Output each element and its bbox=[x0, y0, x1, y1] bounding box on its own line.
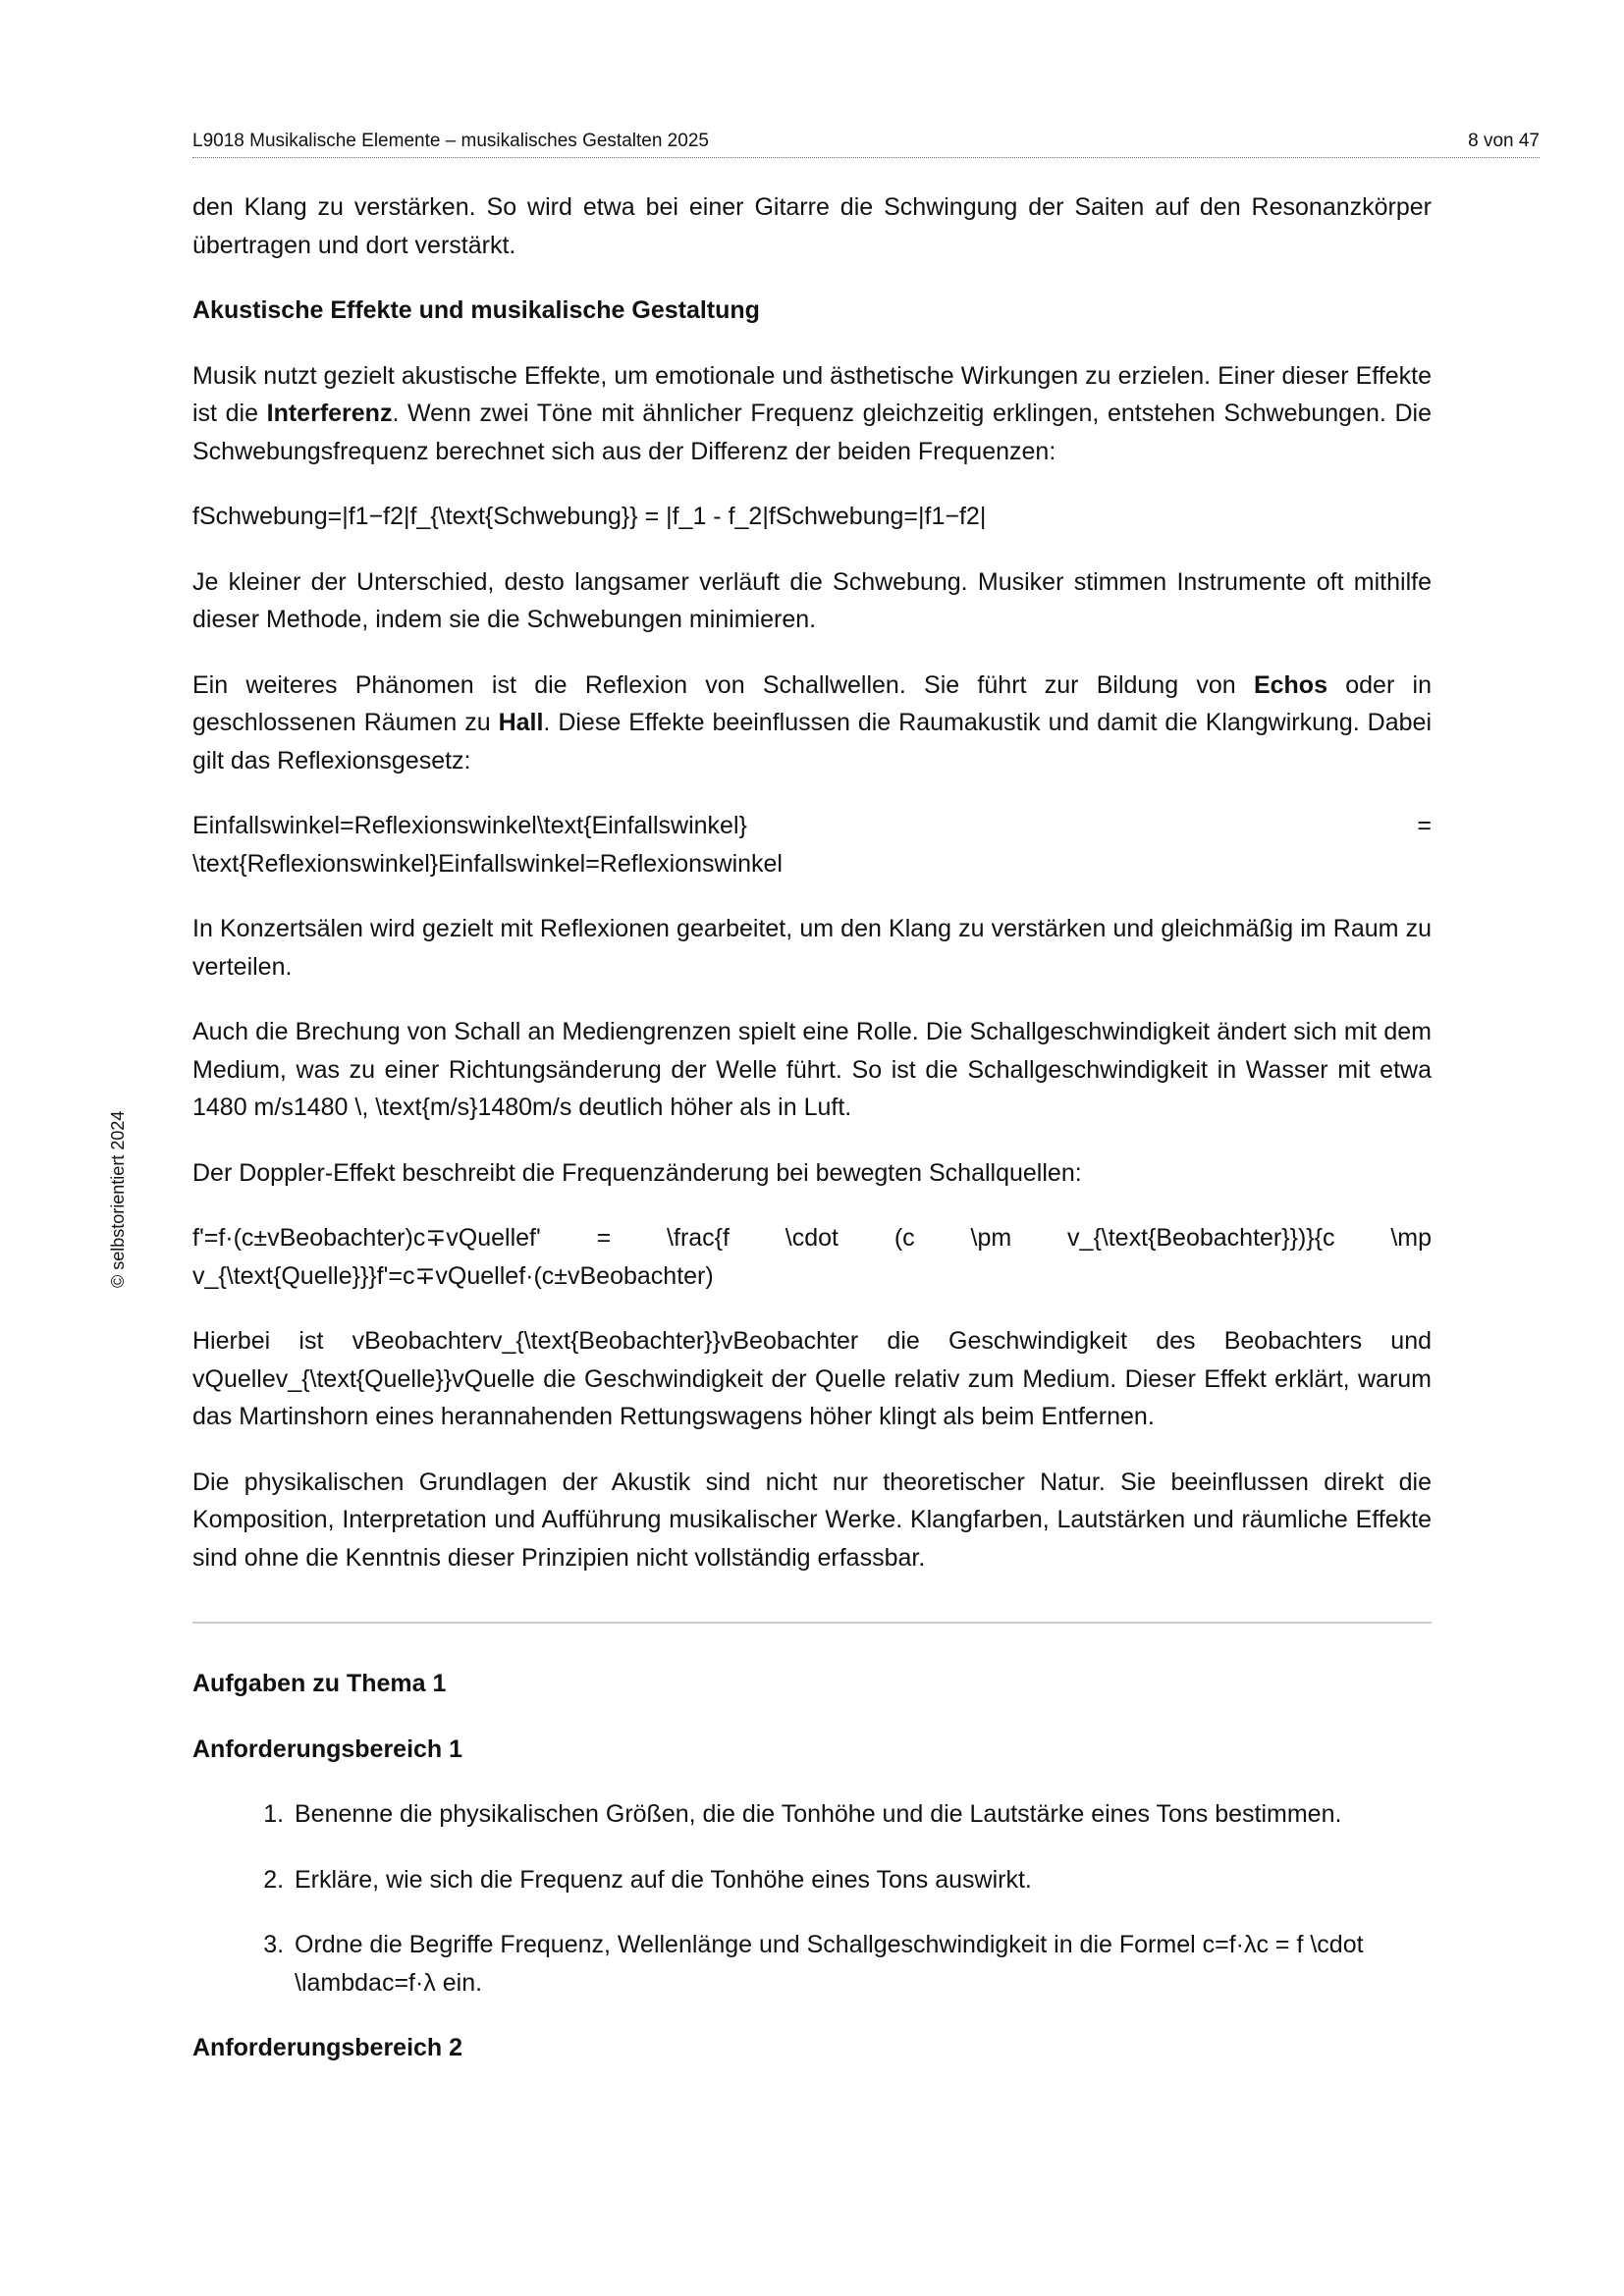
task-item: 3. Ordne die Begriffe Frequenz, Wellenlänge und Schallgeschwindigkeit in die Formel c=f·λc = f \cdot \lambdac=f·λ ein. bbox=[291, 1926, 1432, 2002]
document-body bbox=[192, 188, 1432, 2095]
section-heading: Akustische Effekte und musikalische Gestaltung bbox=[192, 296, 760, 324]
task-list bbox=[192, 1795, 1432, 2002]
bold-term: Hall bbox=[498, 709, 544, 736]
task-item: 2. Erkläre, wie sich die Frequenz auf die Tonhöhe eines Tons auswirkt. bbox=[291, 1861, 1432, 1899]
formula-line: Einfallswinkel=Reflexionswinkel\text{Einfallswinkel} bbox=[192, 812, 747, 839]
copyright-sidebar: © selbstorientiert 2024 bbox=[108, 1110, 128, 1288]
text: oder in geschlossenen Räumen zu bbox=[192, 670, 1433, 736]
formula-line: = bbox=[1417, 812, 1432, 839]
text: . Diese Effekte beeinflussen die Raumakustik und damit die Klangwirkung. Dabei gilt das Reflexionsgesetz: bbox=[192, 709, 1433, 774]
formula-beat-frequency: fSchwebung=|f1−f2|f_{\text{Schwebung}} = |f_1 - f_2|fSchwebung=|f1−f2| bbox=[192, 503, 987, 530]
section-heading: Aufgaben zu Thema 1 bbox=[192, 1670, 447, 1697]
text: Musik nutzt gezielt akustische Effekte, um emotionale und ästhetische Wirkungen zu erzielen. Einer dieser Effekte ist die bbox=[192, 361, 1432, 427]
formula-line: \text{Reflexionswinkel}Einfallswinkel=Reflexionswinkel bbox=[192, 849, 783, 878]
page-number: 8 von 47 bbox=[1468, 131, 1540, 151]
subsection-heading: Anforderungsbereich 2 bbox=[192, 2034, 463, 2061]
formula-reflection-law bbox=[192, 807, 1432, 882]
divider bbox=[192, 1622, 1432, 1624]
bold-term: Interferenz bbox=[266, 400, 393, 427]
paragraph bbox=[192, 357, 1432, 471]
page-header bbox=[192, 128, 1540, 158]
bold-term: Echos bbox=[1253, 670, 1327, 699]
text: Ein weiteres Phänomen ist die Reflexion von Schallwellen. Sie führt zur Bildung von bbox=[192, 670, 1254, 699]
paragraph: Der Doppler-Effekt beschreibt die Frequenzänderung bei bewegten Schallquellen: bbox=[192, 1158, 1082, 1187]
paragraph: den Klang zu verstärken. So wird etwa bei einer Gitarre die Schwingung der Saiten auf den Resonanzkörper übertragen und dort verstärkt. bbox=[192, 193, 1432, 259]
task-item: 1. Benenne die physikalischen Größen, die die Tonhöhe und die Lautstärke eines Tons bestimmen. bbox=[291, 1795, 1432, 1834]
paragraph: In Konzertsälen wird gezielt mit Reflexionen gearbeitet, um den Klang zu verstärken und gleichmäßig im Raum zu verteilen. bbox=[192, 915, 1432, 981]
paragraph: Die physikalischen Grundlagen der Akustik sind nicht nur theoretischer Natur. Sie beeinflussen direkt die Komposition, Interpretation und Aufführung musikalischer Werke. Klangfarben, Lautstärken und räumliche Effekte sind ohne die Kenntnis dieser Prinzipien nicht vollständig erfassbar. bbox=[192, 1468, 1432, 1572]
document-title: L9018 Musikalische Elemente – musikalisches Gestalten 2025 bbox=[192, 131, 709, 151]
subsection-heading: Anforderungsbereich 1 bbox=[192, 1735, 463, 1763]
text: . Wenn zwei Töne mit ähnlicher Frequenz gleichzeitig erklingen, entstehen Schwebungen. Die Schwebungsfrequenz berechnet sich aus der Differenz der beiden Frequenzen: bbox=[192, 400, 1432, 465]
paragraph bbox=[192, 667, 1432, 780]
paragraph: Auch die Brechung von Schall an Mediengrenzen spielt eine Rolle. Die Schallgeschwindigkeit ändert sich mit dem Medium, was zu einer Richtungsänderung der Welle führt. So ist die Schallgeschwindigkeit in Wasser mit etwa 1480 m/s1480 \, \text{m/s}1480m/s deutlich höher als in Luft. bbox=[192, 1018, 1432, 1121]
paragraph: Je kleiner der Unterschied, desto langsamer verläuft die Schwebung. Musiker stimmen Instrumente oft mithilfe dieser Methode, indem sie die Schwebungen minimieren. bbox=[192, 567, 1432, 633]
formula-doppler: f'=f·(c±vBeobachter)c∓vQuellef' = \frac{f \cdot (c \pm v_{\text{Beobachter}})}{c \mp v_{\text{Quelle}}}f'=c∓vQuellef·(c±vBeobachter) bbox=[192, 1224, 1432, 1290]
paragraph: Hierbei ist vBeobachterv_{\text{Beobachter}}vBeobachter die Geschwindigkeit des Beobachters und vQuellev_{\text{Quelle}}vQuelle die Geschwindigkeit der Quelle relativ zum Medium. Dieser Effekt erklärt, warum das Martinshorn eines herannahenden Rettungswagens höher klingt als beim Entfernen. bbox=[192, 1327, 1432, 1430]
